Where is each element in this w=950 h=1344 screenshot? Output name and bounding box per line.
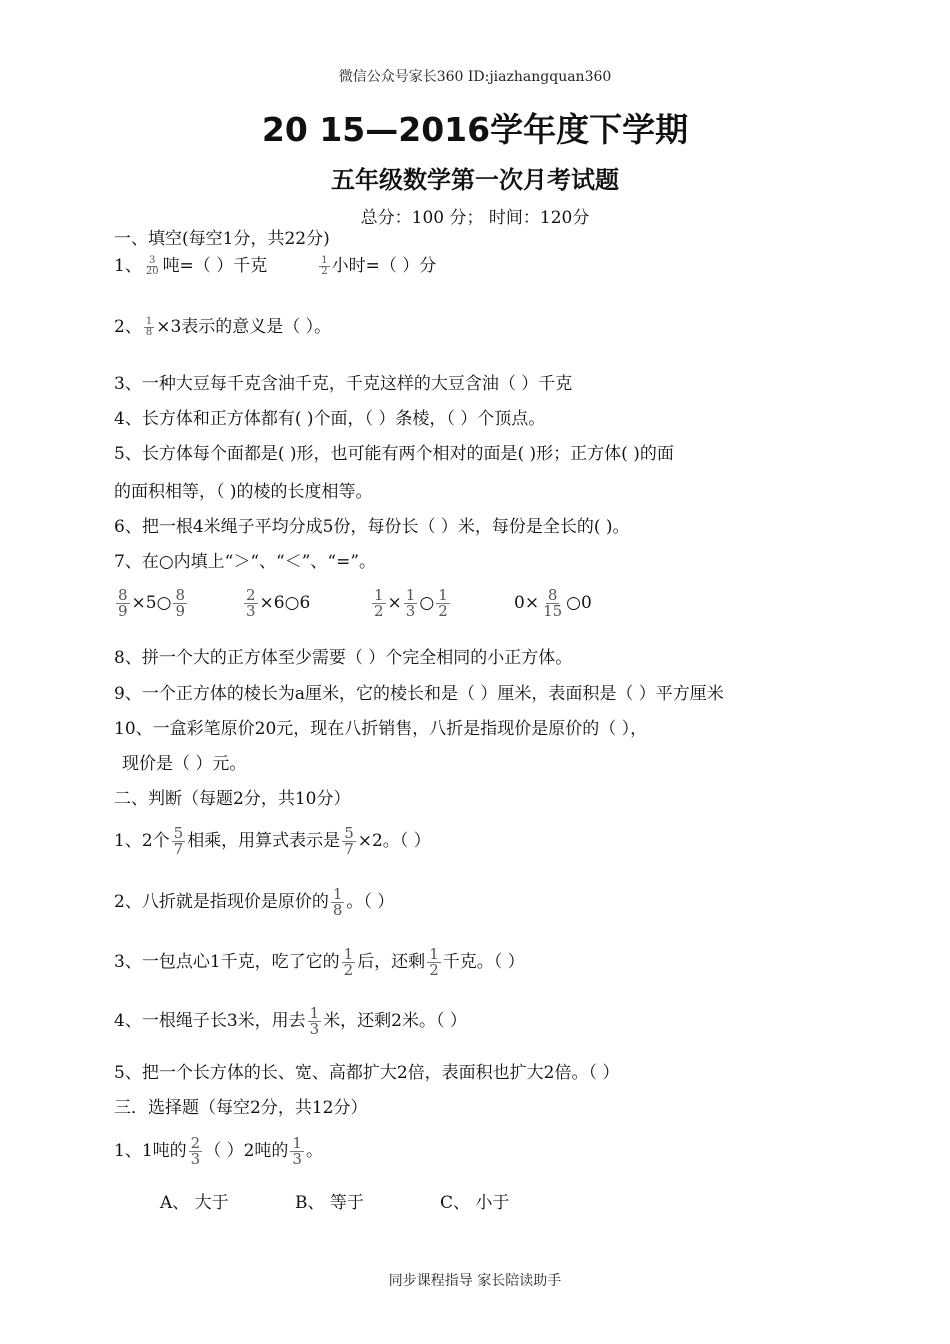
fraction: $\frac{2}{3}$: [246, 586, 256, 620]
q-text: ×2。（ ）: [357, 831, 431, 851]
s2-q1: [114, 826, 431, 857]
s3-q1-option-a: A、 大于: [160, 1193, 229, 1213]
fraction: $\frac{1}{3}$: [405, 586, 416, 620]
q-number: 1、: [114, 256, 142, 276]
fraction: $\frac{1}{3}$: [292, 1134, 302, 1168]
fraction: $\frac{1}{8}$: [145, 316, 153, 338]
q-text: 3、一包点心1千克，吃了它的: [114, 952, 340, 972]
s1-q10-line1: 10、一盒彩笔原价20元，现在八折销售，八折是指现价是原价的（ ），: [114, 719, 648, 739]
comparison: ×6○6: [259, 593, 311, 613]
s1-q10-line2: 现价是（ ）元。: [122, 754, 247, 774]
fraction: $\frac{1}{2}$: [343, 945, 354, 979]
fraction: $\frac{2}{3}$: [190, 1134, 201, 1168]
comparison: ○0: [566, 593, 592, 613]
s1-q5-line1: 5、长方体每个面都是( )形，也可能有两个相对的面是( )形；正方体( )的面: [114, 444, 674, 464]
s1-q1: [114, 255, 436, 277]
fraction: $\frac{1}{2}$: [429, 945, 439, 979]
q-text: 1、1吨的: [114, 1141, 187, 1161]
s1-q7-item-b: [242, 588, 310, 619]
fraction: $\frac{8}{9}$: [175, 586, 185, 620]
s3-q1: [114, 1136, 323, 1167]
s2-q2: [114, 887, 394, 918]
section1-heading: 一、填空(每空1分，共22分): [114, 229, 330, 249]
q-text: ×3表示的意义是（ ）。: [156, 317, 332, 337]
fraction: $\frac{8}{9}$: [118, 586, 128, 620]
q-text: 。: [305, 1141, 323, 1161]
operator: ×: [387, 593, 402, 613]
q-text: 4、一根绳子长3米，用去: [114, 1011, 306, 1031]
section2-heading: 二、判断（每题2分，共10分）: [114, 789, 351, 809]
fraction: $\frac{8}{15}$: [543, 586, 563, 620]
s1-q2: [114, 316, 331, 338]
fraction: $\frac{1}{2}$: [374, 586, 384, 620]
q-text: 后，还剩: [357, 952, 426, 972]
s3-q1-option-c: C、 小于: [440, 1193, 510, 1213]
fraction: $\frac{5}{7}$: [173, 824, 184, 858]
q-text: 小时=（ ）分: [331, 256, 437, 276]
s2-q5: 5、把一个长方体的长、宽、高都扩大2倍，表面积也扩大2倍。（ ）: [114, 1063, 620, 1083]
q-text: 1、2个: [114, 831, 170, 851]
q-number: 2、: [114, 317, 142, 337]
score-time-line: 总分：100 分； 时间：120分: [360, 208, 590, 228]
s1-q6: 6、把一根4米绳子平均分成5份，每份长（ ）米，每份是全长的( )。: [114, 517, 630, 537]
s2-q4: [114, 1006, 467, 1037]
s1-q9: 9、一个正方体的棱长为a厘米，它的棱长和是（ ）厘米，表面积是（ ）平方厘米: [114, 684, 724, 704]
s3-q1-option-b: B、 等于: [295, 1193, 364, 1213]
s2-q3: [114, 947, 525, 978]
fraction: $\frac{1}{8}$: [332, 885, 343, 919]
q-text: 米，还剩2米。（ ）: [323, 1011, 467, 1031]
exam-title: 20 15—2016学年度下学期: [261, 110, 689, 149]
q-text: 。（ ）: [346, 892, 395, 912]
q-text: （ ）2吨的: [204, 1141, 289, 1161]
s1-q8: 8、拼一个大的正方体至少需要（ ）个完全相同的小正方体。: [114, 648, 573, 668]
s1-q7: 7、在○内填上“＞“、“＜”、“=”。: [114, 552, 377, 572]
q-text: 吨=（ ）千克: [162, 256, 268, 276]
fraction: $\frac{1}{2}$: [321, 255, 328, 277]
page-footer: 同步课程指导 家长陪读助手: [388, 1273, 562, 1289]
q-text: 2、八折就是指现价是原价的: [114, 892, 329, 912]
fraction: $\frac{1}{2}$: [438, 586, 448, 620]
comparison: ×5○: [131, 593, 172, 613]
s1-q7-item-c: [370, 588, 452, 619]
q-text: 千克。（ ）: [442, 952, 525, 972]
fraction: $\frac{3}{20}$: [145, 255, 159, 277]
q-text: 相乘，用算式表示是: [187, 831, 341, 851]
s1-q7-item-d: [514, 588, 592, 619]
section3-heading: 三．选择题（每空2分，共12分）: [114, 1098, 368, 1118]
prefix: 0×: [514, 593, 540, 613]
s1-q3: 3、一种大豆每千克含油千克，千克这样的大豆含油（ ）千克: [114, 374, 573, 394]
comparison-circle: ○: [419, 593, 435, 613]
fraction: $\frac{1}{3}$: [309, 1004, 320, 1038]
s1-q5-line2: 的面积相等，（ )的棱的长度相等。: [114, 482, 373, 502]
fraction: $\frac{5}{7}$: [344, 824, 354, 858]
exam-subtitle: 五年级数学第一次月考试题: [331, 166, 619, 194]
s1-q7-item-a: [114, 588, 189, 619]
s1-q4: 4、长方体和正方体都有( )个面，（ ）条棱，（ ）个顶点。: [114, 409, 546, 429]
page-header: 微信公众号家长360 ID:jiazhangquan360: [338, 69, 612, 85]
